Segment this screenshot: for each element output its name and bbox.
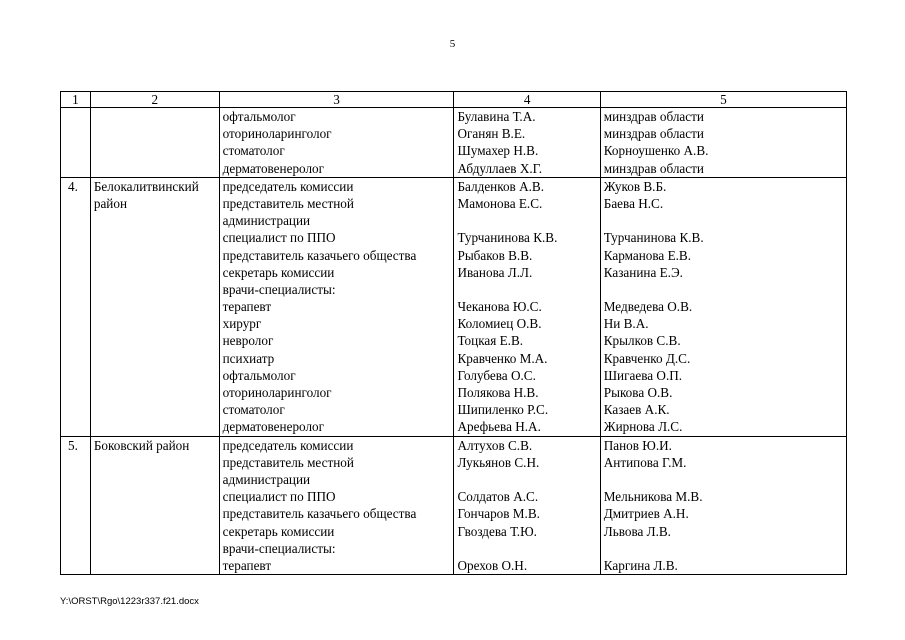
reserve-line: Медведева О.В. (603, 299, 693, 315)
reserve-line (604, 212, 843, 229)
member-line: Гончаров М.В. (457, 506, 540, 522)
reserve-line (604, 281, 843, 298)
reserve-line: Кравченко Д.С. (603, 350, 691, 366)
header-row (61, 92, 847, 108)
role-line: представитель местной (222, 454, 354, 470)
reserve-line: Казанина Е.Э. (603, 264, 683, 280)
table-row (61, 436, 847, 575)
district-line: район (93, 195, 128, 211)
header-cell-5: 5 (600, 92, 846, 108)
member-line: Арефьева Н.А. (457, 419, 541, 435)
role-line: представитель местной (222, 195, 354, 211)
table-body (61, 108, 847, 575)
member-line: Турчанинова К.В. (457, 230, 558, 246)
reserve-line: Турчанинова К.В. (603, 230, 704, 246)
reserve-line: минздрав области (603, 126, 704, 142)
role-line: администрации (222, 213, 311, 229)
role-cell (219, 177, 454, 436)
table-row (61, 108, 847, 178)
page-number: 5 (449, 38, 456, 50)
district-cell (90, 108, 219, 178)
reserve-line: Жуков В.Б. (603, 178, 667, 194)
role-line: психиатр (222, 350, 275, 366)
row-number: 5. (61, 436, 91, 575)
reserve-line: Карманова Е.В. (603, 247, 692, 263)
table-row (61, 177, 847, 436)
member-cell (454, 436, 600, 575)
member-line: Алтухов С.В. (457, 437, 533, 453)
role-line: невролог (222, 333, 274, 349)
header-cell-3: 3 (219, 92, 454, 108)
header-cell-4: 4 (454, 92, 600, 108)
reserve-cell (600, 177, 846, 436)
member-cell (454, 177, 600, 436)
reserve-line: Мельникова М.В. (603, 489, 703, 505)
role-line: терапевт (222, 299, 272, 315)
role-line: специалист по ППО (222, 489, 336, 505)
file-path-footer: Y:\ORST\Rgo\1223r337.f21.docx (60, 596, 199, 607)
member-line (457, 281, 596, 298)
member-line: Балденков А.В. (457, 178, 544, 194)
member-line: Орехов О.Н. (457, 557, 528, 573)
role-line: врачи-специалисты: (222, 540, 336, 556)
header-cell-1: 1 (61, 92, 91, 108)
reserve-cell (600, 108, 846, 178)
reserve-line: минздрав области (603, 160, 704, 176)
member-line: Тоцкая Е.В. (457, 333, 524, 349)
member-line: Шипиленко Р.С. (457, 402, 549, 418)
member-line: Рыбаков В.В. (457, 247, 533, 263)
reserve-line (604, 540, 843, 557)
member-cell (454, 108, 600, 178)
reserve-line: Дмитриев А.Н. (603, 506, 689, 522)
role-line: стоматолог (222, 402, 285, 418)
role-line: офтальмолог (222, 367, 296, 383)
header-cell-2: 2 (90, 92, 219, 108)
reserve-line: Ни В.А. (603, 316, 649, 332)
member-line (457, 212, 596, 229)
role-line: хирург (222, 316, 262, 332)
member-line: Лукьянов С.Н. (457, 454, 540, 470)
member-line: Гвоздева Т.Ю. (457, 523, 537, 539)
reserve-line: Шигаева О.П. (603, 367, 683, 383)
row-number: 4. (61, 177, 91, 436)
reserve-line (604, 471, 843, 488)
member-line: Полякова Н.В. (457, 385, 539, 400)
row-number (61, 108, 91, 178)
role-line: представитель казачьего общества (222, 247, 417, 263)
member-line: Булавина Т.А. (457, 109, 536, 124)
role-line: оториноларинголог (222, 126, 332, 142)
district-cell (90, 436, 219, 575)
reserve-line: Крылков С.В. (603, 333, 681, 349)
role-line: стоматолог (222, 143, 285, 159)
reserve-line: Казаев А.К. (603, 402, 670, 418)
district-cell (90, 177, 219, 436)
district-line: Боковский район (93, 437, 190, 453)
role-line: председатель комиссии (222, 437, 354, 453)
member-line: Иванова Л.Л. (457, 264, 533, 280)
role-line: председатель комиссии (222, 178, 354, 194)
member-line: Голубева О.С. (457, 367, 536, 383)
member-line: Абдуллаев Х.Г. (457, 160, 543, 176)
reserve-line: Антипова Г.М. (603, 454, 687, 470)
reserve-line: Панов Ю.И. (603, 437, 672, 453)
member-line: Оганян В.Е. (457, 126, 526, 142)
reserve-line: Корноушенко А.В. (603, 143, 709, 159)
reserve-cell (600, 436, 846, 575)
member-line: Чеканова Ю.С. (457, 299, 542, 315)
reserve-line: Баева Н.С. (603, 195, 664, 211)
role-line: терапевт (222, 557, 272, 573)
role-line: секретарь комиссии (222, 523, 335, 539)
role-line: представитель казачьего общества (222, 506, 417, 522)
member-line: Шумахер Н.В. (457, 143, 539, 159)
role-line: дерматовенеролог (222, 160, 325, 176)
role-line: специалист по ППО (222, 230, 336, 246)
role-line: дерматовенеролог (222, 419, 325, 435)
member-line (457, 540, 596, 557)
reserve-line: Львова Л.В. (603, 523, 671, 539)
reserve-line: Каргина Л.В. (603, 557, 678, 573)
member-line: Мамонова Е.С. (457, 195, 543, 211)
reserve-line: Рыкова О.В. (603, 385, 673, 400)
member-line: Коломиец О.В. (457, 316, 542, 332)
role-cell (219, 108, 454, 178)
member-line: Кравченко М.А. (457, 350, 548, 366)
role-line: секретарь комиссии (222, 264, 335, 280)
reserve-line: минздрав области (603, 109, 704, 124)
reserve-line: Жирнова Л.С. (603, 419, 683, 435)
role-line: врачи-специалисты: (222, 281, 336, 297)
role-line: администрации (222, 471, 311, 487)
role-cell (219, 436, 454, 575)
role-line: офтальмолог (222, 109, 296, 124)
member-line (457, 471, 596, 488)
commission-table (60, 91, 847, 575)
role-line: оториноларинголог (222, 385, 332, 400)
district-line: Белокалитвинский (93, 178, 199, 194)
member-line: Солдатов А.С. (457, 489, 539, 505)
